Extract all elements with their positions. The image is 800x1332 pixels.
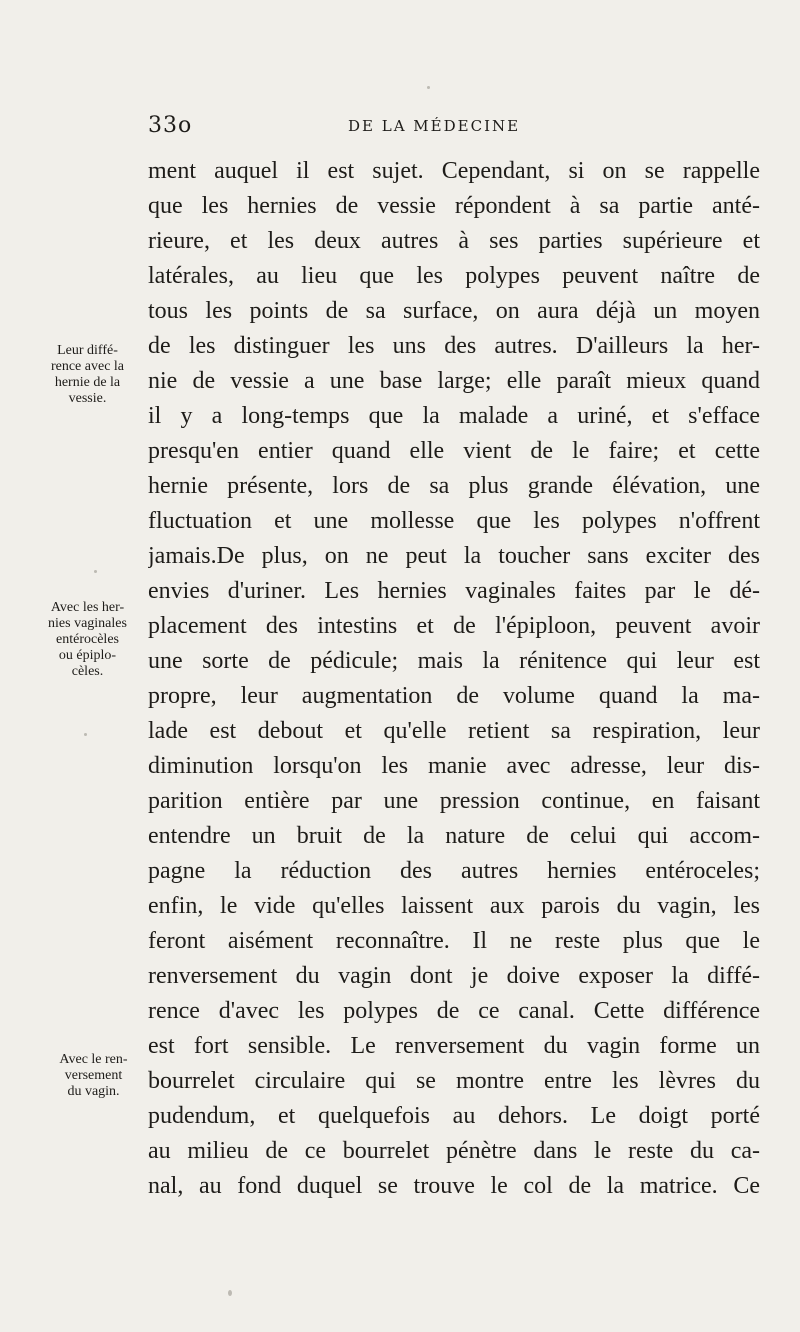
margin-note-line: hernie de la xyxy=(54,375,121,390)
margin-note-line: du vagin. xyxy=(67,1084,120,1099)
text-line: au milieu de ce bourrelet pénètre dans le reste du ca- xyxy=(148,1138,760,1164)
paper-speck xyxy=(94,570,97,573)
page-number: 33o xyxy=(148,113,193,138)
text-line: est fort sensible. Le renversement du vagin forme un xyxy=(148,1033,760,1059)
text-line: rieure, et les deux autres à ses parties supérieure et xyxy=(148,228,760,254)
text-line: pudendum, et quelquefois au dehors. Le doigt porté xyxy=(148,1103,760,1129)
text-line: entendre un bruit de la nature de celui qui accom- xyxy=(148,823,760,849)
text-line: tous les points de sa surface, on aura déjà un moyen xyxy=(148,298,760,324)
text-line: presqu'en entier quand elle vient de le faire; et cette xyxy=(148,438,760,464)
margin-note-line: Leur diffé- xyxy=(57,343,118,358)
text-line: placement des intestins et de l'épiploon, peuvent avoir xyxy=(148,613,760,639)
margin-note-vaginal-inversion xyxy=(36,1052,151,1100)
margin-note-line: Avec les her- xyxy=(50,600,125,615)
text-line: ment auquel il est sujet. Cependant, si on se rappelle xyxy=(148,158,760,184)
body-text xyxy=(148,154,760,1204)
text-line: propre, leur augmentation de volume quand la ma- xyxy=(148,683,760,709)
margin-note-line: entérocèles xyxy=(56,632,119,647)
text-line: envies d'uriner. Les hernies vaginales faites par le dé- xyxy=(148,578,760,604)
text-line: bourrelet circulaire qui se montre entre les lèvres du xyxy=(148,1068,760,1094)
text-line: il y a long-temps que la malade a uriné, et s'efface xyxy=(148,403,760,429)
margin-note-line: ou épiplo- xyxy=(58,648,117,663)
paper-speck xyxy=(228,1290,232,1296)
text-line: pagne la réduction des autres hernies entéroceles; xyxy=(148,858,760,884)
text-line: feront aisément reconnaître. Il ne reste plus que le xyxy=(148,928,760,954)
page-header xyxy=(148,113,748,143)
margin-note-line: rence avec la xyxy=(50,359,125,374)
text-line: hernie présente, lors de sa plus grande élévation, une xyxy=(148,473,760,499)
text-line: latérales, au lieu que les polypes peuvent naître de xyxy=(148,263,760,289)
margin-note-bladder-hernia xyxy=(30,343,145,407)
text-line: rence d'avec les polypes de ce canal. Cette différence xyxy=(148,998,760,1024)
text-line: parition entière par une pression continue, en faisant xyxy=(148,788,760,814)
text-line: renversement du vagin dont je doive exposer la diffé- xyxy=(148,963,760,989)
text-line: que les hernies de vessie répondent à sa partie anté- xyxy=(148,193,760,219)
margin-note-line: Avec le ren- xyxy=(59,1052,128,1067)
text-line: lade est debout et qu'elle retient sa respiration, leur xyxy=(148,718,760,744)
margin-note-vaginal-hernias xyxy=(30,600,145,680)
running-title: DE LA MÉDECINE xyxy=(348,117,521,135)
margin-note-line: vessie. xyxy=(68,391,107,406)
text-line: jamais.De plus, on ne peut la toucher sans exciter des xyxy=(148,543,760,569)
text-line: diminution lorsqu'on les manie avec adresse, leur dis- xyxy=(148,753,760,779)
text-line: enfin, le vide qu'elles laissent aux parois du vagin, les xyxy=(148,893,760,919)
paper-speck xyxy=(84,733,87,736)
margin-note-line: versement xyxy=(64,1068,123,1083)
text-line: nie de vessie a une base large; elle paraît mieux quand xyxy=(148,368,760,394)
paper-speck xyxy=(427,86,430,89)
margin-note-line: cèles. xyxy=(71,664,104,679)
text-line: nal, au fond duquel se trouve le col de la matrice. Ce xyxy=(148,1173,760,1199)
text-line: de les distinguer les uns des autres. D'ailleurs la her- xyxy=(148,333,760,359)
text-line: fluctuation et une mollesse que les polypes n'offrent xyxy=(148,508,760,534)
text-line: une sorte de pédicule; mais la rénitence qui leur est xyxy=(148,648,760,674)
margin-note-line: nies vaginales xyxy=(48,616,127,631)
